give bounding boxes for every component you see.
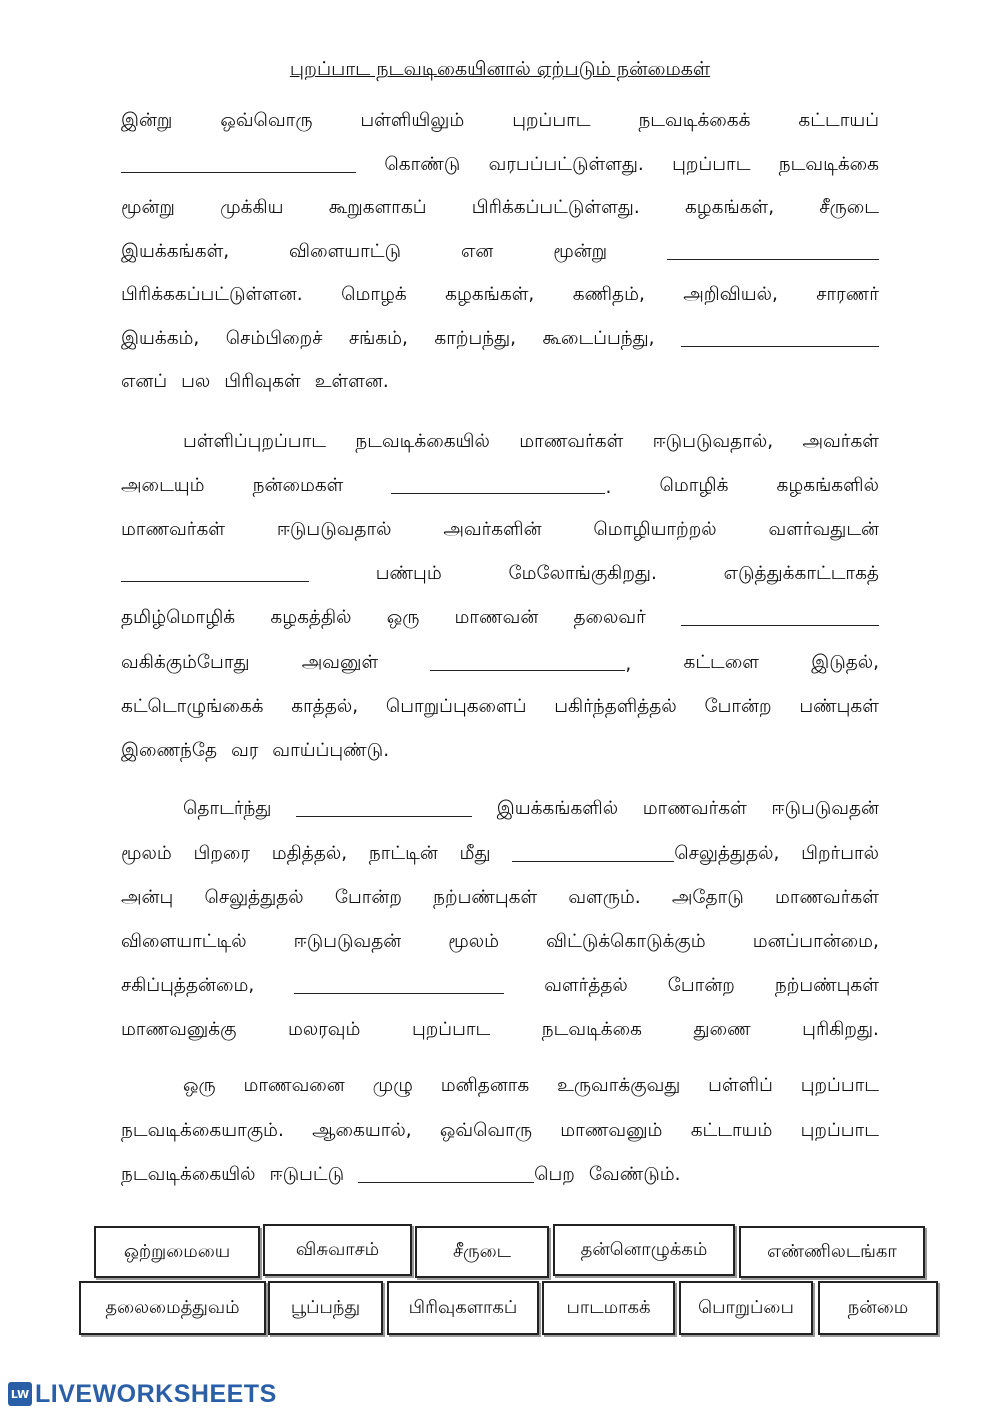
passage-word: புறப்பாட bbox=[512, 110, 591, 131]
answer-blank[interactable] bbox=[430, 650, 625, 671]
passage-word: நடவடிக்கைக் bbox=[638, 110, 751, 131]
passage-line bbox=[121, 147, 879, 177]
answer-blank-group bbox=[358, 1162, 575, 1187]
passage-word: மாணவன் bbox=[454, 607, 539, 628]
passage-line bbox=[121, 689, 879, 719]
passage-word: நடவடிக்கையாகும். bbox=[121, 1120, 284, 1141]
passage-word: துணை bbox=[693, 1019, 751, 1040]
passage-line bbox=[121, 924, 879, 954]
answer-blank[interactable] bbox=[294, 973, 504, 994]
passage-line bbox=[121, 880, 879, 910]
passage-line bbox=[121, 791, 879, 821]
passage-word: முழு bbox=[372, 1075, 413, 1096]
passage-word: வாய்ப்புண்டு. bbox=[272, 740, 390, 761]
passage-line bbox=[121, 190, 879, 220]
passage-word: காற்பந்து, bbox=[434, 328, 517, 349]
passage-word: மொழக் bbox=[341, 284, 407, 305]
passage-word: பிரிவுகள் bbox=[224, 371, 301, 392]
word-bank-option[interactable]: தன்னொழுக்கம் bbox=[553, 1224, 735, 1276]
passage-word: வளரும். bbox=[568, 887, 641, 908]
passage-word: வகிக்கும்போது bbox=[121, 652, 250, 673]
answer-blank-group bbox=[512, 841, 779, 866]
passage-word: மேலோங்குகிறது. bbox=[508, 563, 657, 584]
passage-word: புறப்பாட bbox=[800, 1120, 879, 1141]
passage-word: வர bbox=[231, 740, 259, 761]
passage-word: மூலம் bbox=[448, 931, 499, 952]
word-bank-option[interactable]: ஒற்றுமையை bbox=[94, 1226, 260, 1278]
passage-line bbox=[121, 733, 879, 763]
passage-word: பகிர்ந்தளித்தல் bbox=[554, 696, 677, 717]
answer-blank-group bbox=[121, 561, 309, 586]
passage-line bbox=[121, 364, 879, 394]
passage-word: ஈடுபடுவதன் bbox=[771, 798, 879, 819]
passage-word: மாணவர்கள் bbox=[121, 519, 225, 540]
passage-word: போன்ற bbox=[667, 975, 735, 996]
passage-word: செலுத்துதல் bbox=[204, 887, 304, 908]
answer-blank-group bbox=[667, 239, 879, 264]
passage-word: ஈடுபட்டு bbox=[269, 1164, 345, 1185]
passage-line bbox=[121, 321, 879, 351]
answer-blank[interactable] bbox=[121, 152, 356, 173]
passage-word: கட்டாயம் bbox=[690, 1120, 773, 1141]
passage-word: விளையாட்டு bbox=[289, 241, 402, 262]
passage-word: இயக்கம், bbox=[121, 328, 200, 349]
passage-word: இணைந்தே bbox=[121, 740, 218, 761]
passage-line bbox=[121, 468, 879, 498]
passage-word: மூலம் bbox=[121, 843, 172, 864]
passage-word: விளையாட்டில் bbox=[121, 931, 247, 952]
word-bank-option[interactable]: பொறுப்பை bbox=[679, 1281, 813, 1335]
passage-word: கழகங்கள், bbox=[445, 284, 535, 305]
answer-blank[interactable] bbox=[296, 796, 472, 817]
passage-word: இயக்கங்களில் bbox=[496, 798, 619, 819]
passage-word: நற்பண்புகள் bbox=[774, 975, 879, 996]
passage-word: மூன்று bbox=[121, 197, 175, 218]
passage-word: அதோடு bbox=[671, 887, 744, 908]
passage-word: அவனுள் bbox=[301, 652, 379, 673]
passage-word: அடையும் bbox=[121, 475, 205, 496]
passage-word: பல bbox=[181, 371, 211, 392]
passage-word: மதித்தல், bbox=[271, 843, 348, 864]
passage-line bbox=[121, 968, 879, 998]
answer-blank[interactable] bbox=[512, 841, 674, 862]
passage-word: பெற bbox=[534, 1164, 575, 1185]
passage-word: ஒரு bbox=[183, 1075, 216, 1096]
passage-word: போன்ற bbox=[334, 887, 402, 908]
passage-word: சாரணர் bbox=[816, 284, 879, 305]
passage-word: நடவடிக்கையில் bbox=[121, 1164, 256, 1185]
passage-line bbox=[121, 234, 879, 264]
passage-word: ஒவ்வொரு bbox=[439, 1120, 532, 1141]
passage-word: எடுத்துக்காட்டாகத் bbox=[723, 563, 879, 584]
passage-word: பொறுப்புகளைப் bbox=[385, 696, 527, 717]
passage-word: ஒவ்வொரு bbox=[220, 110, 313, 131]
passage-word: பள்ளிப் bbox=[708, 1075, 773, 1096]
passage-word: ஈடுபடுவதன் bbox=[293, 931, 402, 952]
passage-word: புரிகிறது. bbox=[802, 1019, 879, 1040]
passage-word: அவர்கள் bbox=[802, 431, 879, 452]
passage-word: கட்டளை bbox=[683, 652, 759, 673]
passage-word: வளர்த்தல் bbox=[544, 975, 628, 996]
passage-word: என bbox=[460, 241, 494, 262]
passage-word: மொழிக் bbox=[659, 475, 729, 496]
passage-word: நடவடிக்கை bbox=[778, 154, 879, 175]
passage-word: , bbox=[625, 654, 632, 675]
passage-word: இயக்கங்கள், bbox=[121, 241, 230, 262]
answer-blank[interactable] bbox=[681, 326, 879, 347]
answer-blank-group bbox=[430, 650, 631, 675]
word-bank-option[interactable]: பிரிவுகளாகப் bbox=[387, 1281, 539, 1335]
passage-word: தலைவர் bbox=[573, 607, 646, 628]
passage-line bbox=[121, 645, 879, 675]
passage-word: உள்ளன. bbox=[314, 371, 389, 392]
answer-blank[interactable] bbox=[681, 605, 879, 626]
answer-blank-group bbox=[296, 796, 472, 821]
passage-word: மாணவர்கள் bbox=[519, 431, 624, 452]
passage-word: மாணவனும் bbox=[560, 1120, 663, 1141]
passage-word: நன்மைகள் bbox=[252, 475, 344, 496]
passage-word: கொண்டு bbox=[384, 154, 461, 175]
passage-word: . bbox=[605, 477, 612, 498]
passage-line bbox=[121, 424, 879, 454]
passage-word: வேண்டும். bbox=[588, 1164, 681, 1185]
passage-word: கூடைப்பந்து, bbox=[542, 328, 655, 349]
passage-word: மாணவனுக்கு bbox=[121, 1019, 237, 1040]
passage-line bbox=[121, 103, 879, 133]
passage-line bbox=[121, 1113, 879, 1143]
passage-word: புறப்பாட bbox=[672, 154, 751, 175]
passage-word: மனிதனாக bbox=[440, 1075, 530, 1096]
passage-line bbox=[121, 277, 879, 307]
answer-blank-group bbox=[294, 973, 504, 998]
answer-blank-group bbox=[681, 605, 879, 630]
word-bank-option[interactable]: சீருடை bbox=[415, 1226, 549, 1278]
passage-word: எனப் bbox=[121, 371, 168, 392]
passage-word: இன்று bbox=[121, 110, 173, 131]
liveworksheets-logo bbox=[8, 1378, 277, 1410]
word-bank-option[interactable]: விசுவாசம் bbox=[263, 1224, 412, 1276]
answer-blank-group bbox=[391, 473, 611, 498]
passage-word: புறப்பாட bbox=[800, 1075, 879, 1096]
passage-word: மொழியாற்றல் bbox=[593, 519, 717, 540]
passage-word: மாணவர்கள் bbox=[642, 798, 747, 819]
passage-word: பண்பும் bbox=[375, 563, 442, 584]
passage-word: கட்டாயப் bbox=[798, 110, 879, 131]
passage-word: பண்புகள் bbox=[799, 696, 879, 717]
passage-word: அன்பு bbox=[121, 887, 174, 908]
passage-word: கூறுகளாகப் bbox=[328, 197, 427, 218]
passage-word: செலுத்துதல், bbox=[674, 843, 780, 864]
page-title: புறப்பாட நடவடிகையினால் ஏற்படும் நன்மைகள் bbox=[289, 58, 711, 80]
liveworksheets-logo-icon: LW bbox=[8, 1382, 32, 1406]
passage-word: பள்ளிப்புறப்பாட bbox=[183, 431, 326, 452]
passage-word: புறப்பாட bbox=[411, 1019, 491, 1040]
word-bank-option[interactable]: பூப்பந்து bbox=[268, 1281, 383, 1335]
passage-word: நாட்டின் bbox=[368, 843, 438, 864]
passage-line bbox=[121, 1068, 879, 1098]
answer-blank[interactable] bbox=[358, 1162, 534, 1183]
passage-word: தமிழ்மொழிக் bbox=[121, 607, 236, 628]
passage-word: கழகங்கள், bbox=[684, 197, 775, 218]
answer-blank[interactable] bbox=[121, 561, 309, 582]
passage-word: மீது bbox=[459, 843, 491, 864]
passage-word: கணிதம், bbox=[572, 284, 645, 305]
passage-word: தொடர்ந்து bbox=[183, 798, 272, 819]
passage-word: மலரவும் bbox=[287, 1019, 361, 1040]
passage-word: நடவடிக்கையில் bbox=[355, 431, 490, 452]
word-bank-option[interactable]: பாடமாகக் bbox=[542, 1281, 675, 1335]
passage-word: மாணவனை bbox=[243, 1075, 345, 1096]
passage-word: சங்கம், bbox=[348, 328, 408, 349]
word-bank-option[interactable]: தலைமைத்துவம் bbox=[79, 1281, 266, 1335]
passage-word: பள்ளியிலும் bbox=[360, 110, 465, 131]
passage-word: செம்பிறைச் bbox=[225, 328, 323, 349]
passage-word: காத்தல், bbox=[291, 696, 359, 717]
passage-word: ஒரு bbox=[386, 607, 420, 628]
passage-word: நற்பண்புகள் bbox=[433, 887, 538, 908]
passage-word: அறிவியல், bbox=[683, 284, 778, 305]
passage-word: பிரிக்ககப்பட்டுள்ளன. bbox=[121, 284, 303, 305]
passage-word: சீருடை bbox=[819, 197, 879, 218]
passage-line bbox=[121, 600, 879, 630]
passage-word: உருவாக்குவது bbox=[557, 1075, 681, 1096]
passage-word: சகிப்புத்தன்மை, bbox=[121, 975, 255, 996]
answer-blank[interactable] bbox=[667, 239, 879, 260]
passage-word: ஈடுபடுவதால் bbox=[276, 519, 392, 540]
passage-word: பிரிக்கப்பட்டுள்ளது. bbox=[471, 197, 640, 218]
passage-word: போன்ற bbox=[704, 696, 772, 717]
passage-word: மாணவர்கள் bbox=[774, 887, 879, 908]
passage-word: ஈடுபடுவதால், bbox=[652, 431, 774, 452]
liveworksheets-logo-text: LIVEWORKSHEETS bbox=[35, 1379, 277, 1408]
answer-blank[interactable] bbox=[391, 473, 605, 494]
passage-word: இடுதல், bbox=[811, 652, 879, 673]
passage-word: பிறர்பால் bbox=[801, 843, 879, 864]
passage-word: மூன்று bbox=[553, 241, 608, 262]
passage-word: கழகங்களில் bbox=[776, 475, 879, 496]
passage-word: அவர்களின் bbox=[443, 519, 542, 540]
answer-blank-group bbox=[121, 152, 356, 177]
passage-word: வரபப்பட்டுள்ளது. bbox=[488, 154, 644, 175]
passage-word: வளர்வதுடன் bbox=[768, 519, 879, 540]
answer-blank-group bbox=[681, 326, 879, 351]
word-bank-option[interactable]: நன்மை bbox=[818, 1281, 938, 1335]
passage-line bbox=[121, 836, 879, 866]
passage-word: விட்டுக்கொடுக்கும் bbox=[546, 931, 706, 952]
passage-line bbox=[121, 556, 879, 586]
word-bank-option[interactable]: எண்ணிலடங்கா bbox=[739, 1226, 925, 1278]
passage-word: கட்டொழுங்கைக் bbox=[121, 696, 264, 717]
passage-word: மனப்பான்மை, bbox=[752, 931, 879, 952]
passage-line bbox=[121, 512, 879, 542]
passage-word: நடவடிக்கை bbox=[541, 1019, 642, 1040]
passage-line bbox=[121, 1157, 879, 1187]
passage-word: முக்கிய bbox=[220, 197, 284, 218]
passage-line bbox=[121, 1012, 879, 1042]
passage-word: கழகத்தில் bbox=[270, 607, 352, 628]
passage-word: ஆகையால், bbox=[312, 1120, 412, 1141]
passage-word: பிறரை bbox=[193, 843, 250, 864]
